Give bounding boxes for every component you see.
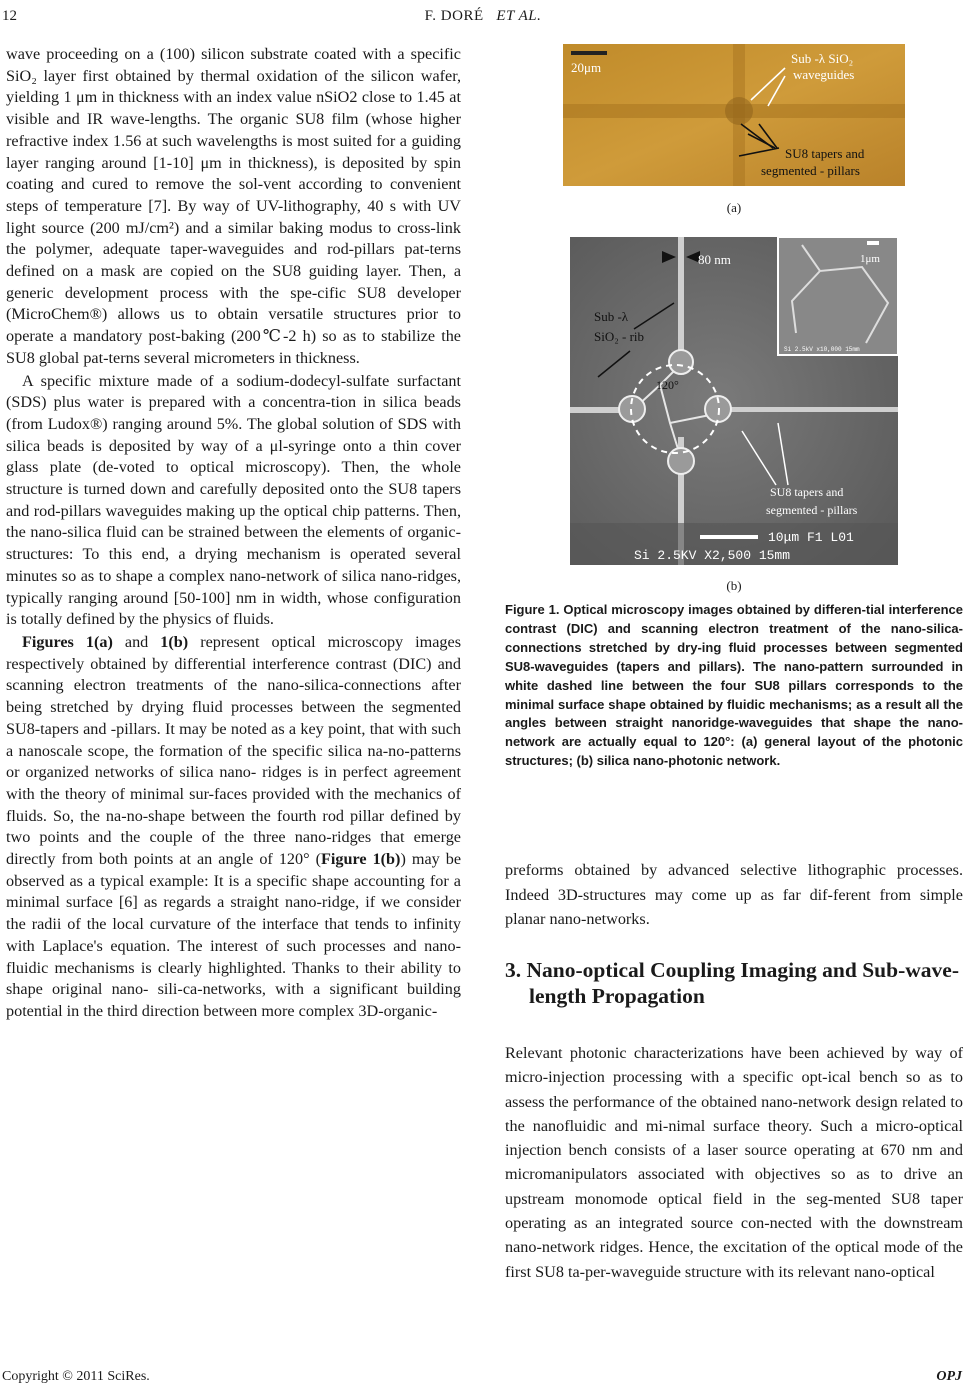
inset-meta: Si 2.5kV x10,000 15mm — [784, 346, 860, 353]
and-text: and — [112, 632, 161, 651]
label-80nm: 80 nm — [698, 252, 731, 267]
section-heading: 3. Nano-optical Coupling Imaging and Sub-wave-length Propagation — [505, 958, 959, 1008]
paragraph-end: ) may be observed as a typical example: It is a specific shape accounting for a minimal surface [6] as regards a straight nano-ridge, if we consider the radii of the local curvature of the interface that tends to infinity with Laplace's equation. The interest of such processes and nano-fluidic mechanisms is clearly highlighted. Thanks to their ability to shape original nano- sili-ca-networks, with a significant building potential in the third direction between more complex 3D-organic- — [6, 850, 462, 1020]
label-su8-tapers: SU8 tapers and — [785, 146, 865, 161]
label-120-degrees: 120° — [656, 378, 679, 392]
sem-scale-bar — [700, 535, 758, 539]
rib-left — [570, 407, 626, 413]
paragraph-section-3: Relevant photonic characterizations have been achieved by way of micro-injection processing with a specific opt-ical bench so as to assess the performance of the obtained nano-network design related to the nanofluidic and mi-nimal surface theory. Such a micro-optical injection bench consists of a laser source operating at 670 nm and micromanipulators associated with objectives so as to drive an upstream monomode optical field in the seg-mented SU8 taper operating as an integrated source con-nected with the downstream nano-network ridges. Hence, the excitation of the optical mode of the first SU8 ta-per-waveguide structure with its relevant nano-optical — [505, 1044, 963, 1281]
sem-label-line1: 10μm F1 L01 — [768, 530, 854, 545]
pillar-top — [669, 350, 693, 374]
figure-caption: Figure 1. Optical microscopy images obtained by differen-tial interference contrast (DIC) and scanning electron treatment of the nano-silica-connections stretched by dry-ing fluid processes between segmented SU8-waveguides (tapers and pillars). The nano-pattern surrounded in white dashed line between the four SU8 pillars corresponds to the minimal surface shape obtained by fluidic mechanisms; as a result all the angles between straight nanoridge-waveguides that shape the nano-network are actually equal to 120°: (a) general layout of the photonic structures; (b) silica nano-photonic network. — [505, 602, 963, 769]
sem-label-line2: Si 2.5KV X2,500 15mm — [634, 548, 791, 563]
subcaption-a: (a) — [726, 200, 742, 215]
pillar-center — [725, 97, 753, 125]
label-sub-sio2: Sub -λ SiO₂ — [791, 51, 854, 66]
pillar-bottom — [668, 448, 694, 474]
label-segmented: segmented - pillars — [766, 503, 858, 517]
figure-1b-sem-image — [570, 237, 898, 565]
page-number: 12 — [2, 8, 17, 24]
copyright: Copyright © 2011 SciRes. — [2, 1369, 150, 1384]
inset-scale-bar — [867, 241, 879, 245]
label-segmented-pillars: segmented - pillars — [761, 163, 860, 178]
rib-top — [678, 237, 684, 355]
scale-label: 20μm — [571, 60, 602, 75]
figure-1a-dic-image — [563, 44, 905, 186]
paragraph-fabrication: wave proceeding on a (100) silicon substrate coated with a specific SiO₂ layer first obtained by thermal oxidation of the silicon wafer, yielding 1 μm in thickness with an index value nSiO2 close to 1.45 at visible and IR wave-lengths. The organic SU8 film (whose higher refractive index 1.56 at such wavelengths is most suited for a guiding layer ranging around [1-10] μm in thickness), is deposited by spin coating and cured to remove the sol-vent according to convenient steps of temperature [7]. By way of UV-lithography, 40 s with UV light source (200 mJ/cm²) and a similar baking modus to cross-link the polymer, adequate taper-waveguides and rod-pillars pat-terns defined on a mask are copied on the SU8 guiding layer. Then, a generic development process with the spe-cific SU8 developer (MicroChem®) allows us to obtain versatile structures prior to operate a mandatory post-baking (200℃-2 h) so as to stabilize the SU8 global pat-terns several micrometers in thickness. — [6, 45, 461, 367]
paragraph-figures-discussion — [6, 632, 461, 1023]
running-head-authors — [0, 8, 966, 25]
journal-abbrev: OPJ — [936, 1369, 962, 1384]
paragraph-preforms: preforms obtained by advanced selective lithographic processes. Indeed 3D-structures may come up as far dif-ferent from simple planar nano-networks. — [505, 861, 963, 928]
label-1um: 1μm — [860, 253, 880, 265]
paragraph-mid: represent optical microscopy images respectively obtained by differential interference contrast (DIC) and scanning electron treatments of the nano-silica-connections after being stretched by drying fluid processes between the segmented SU8-tapers and -pillars. It may be noted as a key point, that with such a nanoscale scope, the formation of the specific silica na-no-patterns or organized networks of silica nano- ridges is in perfect agreement with the theory of minimal sur-faces provided with the mechanics of fluids. So, the na-no-shape between the fourth rod pillar defined by two points and the couple of the three nano-ridges that emerge directly from both points at an angle of 120° ( — [6, 632, 462, 869]
paragraph-sds-mixture: A specific mixture made of a sodium-dodecyl-sulfate surfactant (SDS) plus water is prepared with a concentra-tion in silica beads (from Ludox®) ranging around 5%. The global solution of SDS with silica beads is deposited by way of a μl-syringe onto a thin cover glass plate (de-voted to optical microscopy). Then, the whole structure is turned down and carefully deposited onto the SU8 tapers and rod-pillars waveguides making up the optical chip patterns. Then, the nano-silica fluid can be strained between the elements of organic-structures: To this end, a drying mechanism is operated several minutes so as to shape a complex nano-network of silica nano-ridges, typically ranging around [50-100] nm in width, whose configuration is totally defined by the physics of fluids. — [6, 371, 461, 629]
figure-ref-1b: 1(b) — [160, 632, 189, 651]
author-name: F. DORÉ — [424, 8, 484, 24]
label-tapers: SU8 tapers and — [770, 485, 844, 499]
figure-ref-1a: Figures 1(a) — [22, 632, 113, 651]
label-sub-lambda: Sub -λ — [594, 309, 629, 324]
label-waveguides: waveguides — [793, 67, 855, 82]
subcaption-b: (b) — [726, 578, 742, 593]
scale-bar — [571, 51, 607, 55]
figure-ref-inline: Figure 1(b) — [321, 850, 401, 869]
et-al: ET AL. — [496, 8, 542, 24]
page-header — [0, 4, 966, 26]
rib-right — [730, 407, 898, 412]
page-footer — [2, 1369, 962, 1385]
left-column — [6, 44, 461, 1023]
label-sio2-rib: SiO₂ - rib — [594, 329, 645, 344]
